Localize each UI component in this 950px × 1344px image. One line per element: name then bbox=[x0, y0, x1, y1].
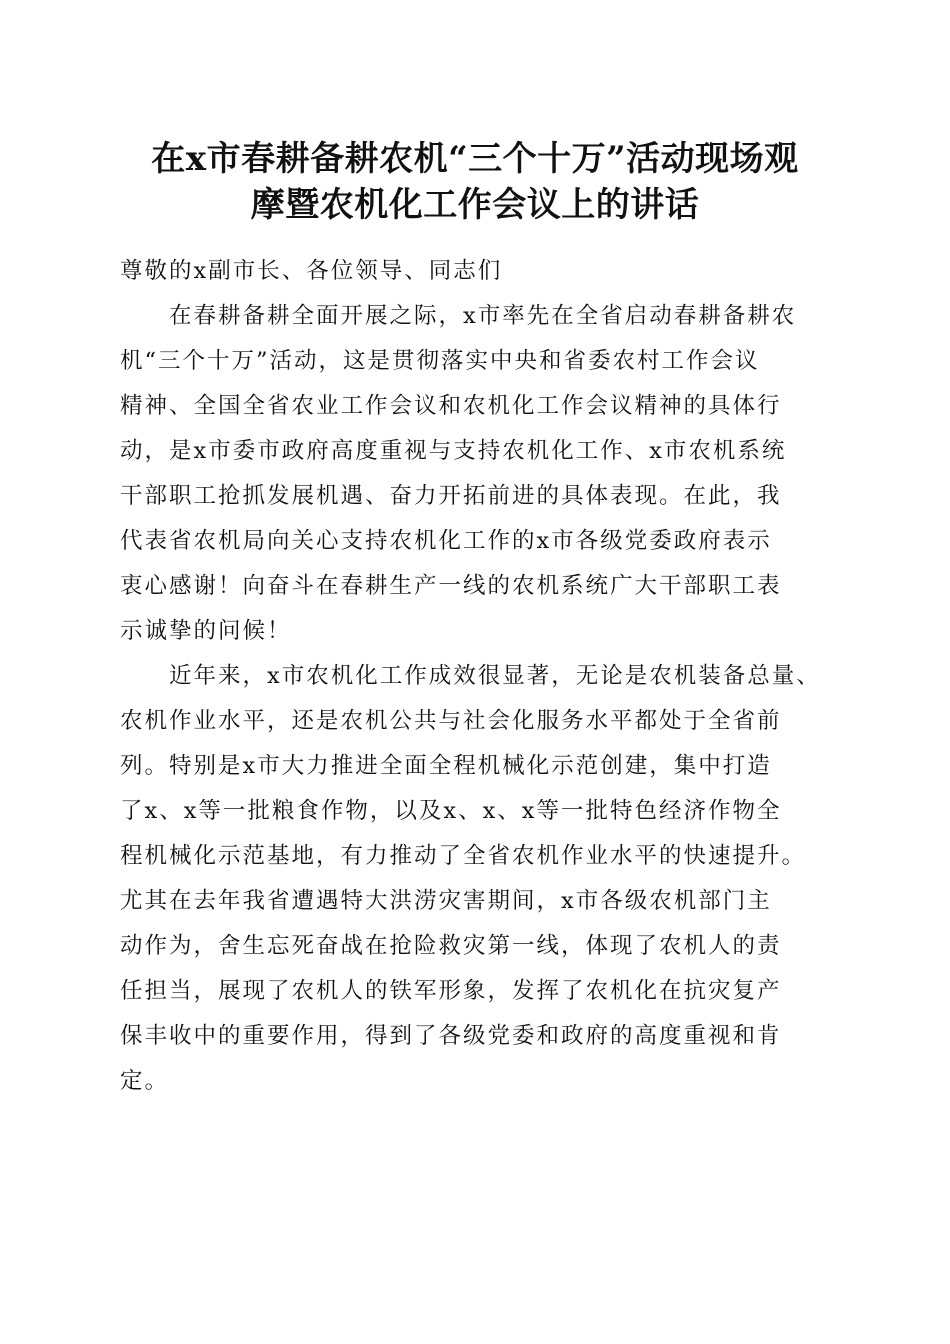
title-line-1: 在x市春耕备耕农机“三个十万”活动现场观 bbox=[151, 139, 799, 179]
paragraph-line: 任担当，展现了农机人的铁军形象，发挥了农机化在抗灾复产 bbox=[120, 978, 782, 1004]
paragraph-line: 在春耕备耕全面开展之际，x市率先在全省启动春耕备耕农 bbox=[120, 303, 797, 329]
paragraph-line: 了x、x等一批粮食作物，以及x、x、x等一批特色经济作物全 bbox=[120, 798, 782, 824]
paragraph-line: 定。 bbox=[120, 1068, 170, 1094]
paragraph-line: 动作为，舍生忘死奋战在抢险救灾第一线，体现了农机人的责 bbox=[120, 933, 782, 959]
paragraph-line: 代表省农机局向关心支持农机化工作的x市各级党委政府表示 bbox=[120, 528, 772, 554]
title-line-2: 摩暨农机化工作会议上的讲话 bbox=[250, 185, 700, 225]
paragraph-line: 精神、全国全省农业工作会议和农机化工作会议精神的具体行 bbox=[120, 393, 782, 419]
paragraph-line: 干部职工抢抓发展机遇、奋力开拓前进的具体表现。在此，我 bbox=[120, 483, 782, 509]
paragraph-2 bbox=[120, 654, 840, 1104]
document-body bbox=[120, 249, 840, 1104]
paragraph-line: 机“三个十万”活动，这是贯彻落实中央和省委农村工作会议 bbox=[120, 348, 760, 374]
paragraph-1 bbox=[120, 294, 840, 654]
paragraph-line: 农机作业水平，还是农机公共与社会化服务水平都处于全省前 bbox=[120, 708, 782, 734]
paragraph-line: 衷心感谢！向奋斗在春耕生产一线的农机系统广大干部职工表 bbox=[120, 573, 782, 599]
paragraph-line: 动，是x市委市政府高度重视与支持农机化工作、x市农机系统 bbox=[120, 438, 787, 464]
salutation: 尊敬的x副市长、各位领导、同志们 bbox=[120, 258, 503, 284]
paragraph-line: 保丰收中的重要作用，得到了各级党委和政府的高度重视和肯 bbox=[120, 1023, 782, 1049]
paragraph-line: 示诚挚的问候！ bbox=[120, 618, 292, 644]
paragraph-line: 列。特别是x市大力推进全面全程机械化示范创建，集中打造 bbox=[120, 753, 772, 779]
paragraph-line: 尤其在去年我省遭遇特大洪涝灾害期间，x市各级农机部门主 bbox=[120, 888, 772, 914]
paragraph-line: 程机械化示范基地，有力推动了全省农机作业水平的快速提升。 bbox=[120, 843, 807, 869]
document-title bbox=[110, 136, 840, 228]
paragraph-line: 近年来，x市农机化工作成效很显著，无论是农机装备总量、 bbox=[120, 663, 821, 689]
